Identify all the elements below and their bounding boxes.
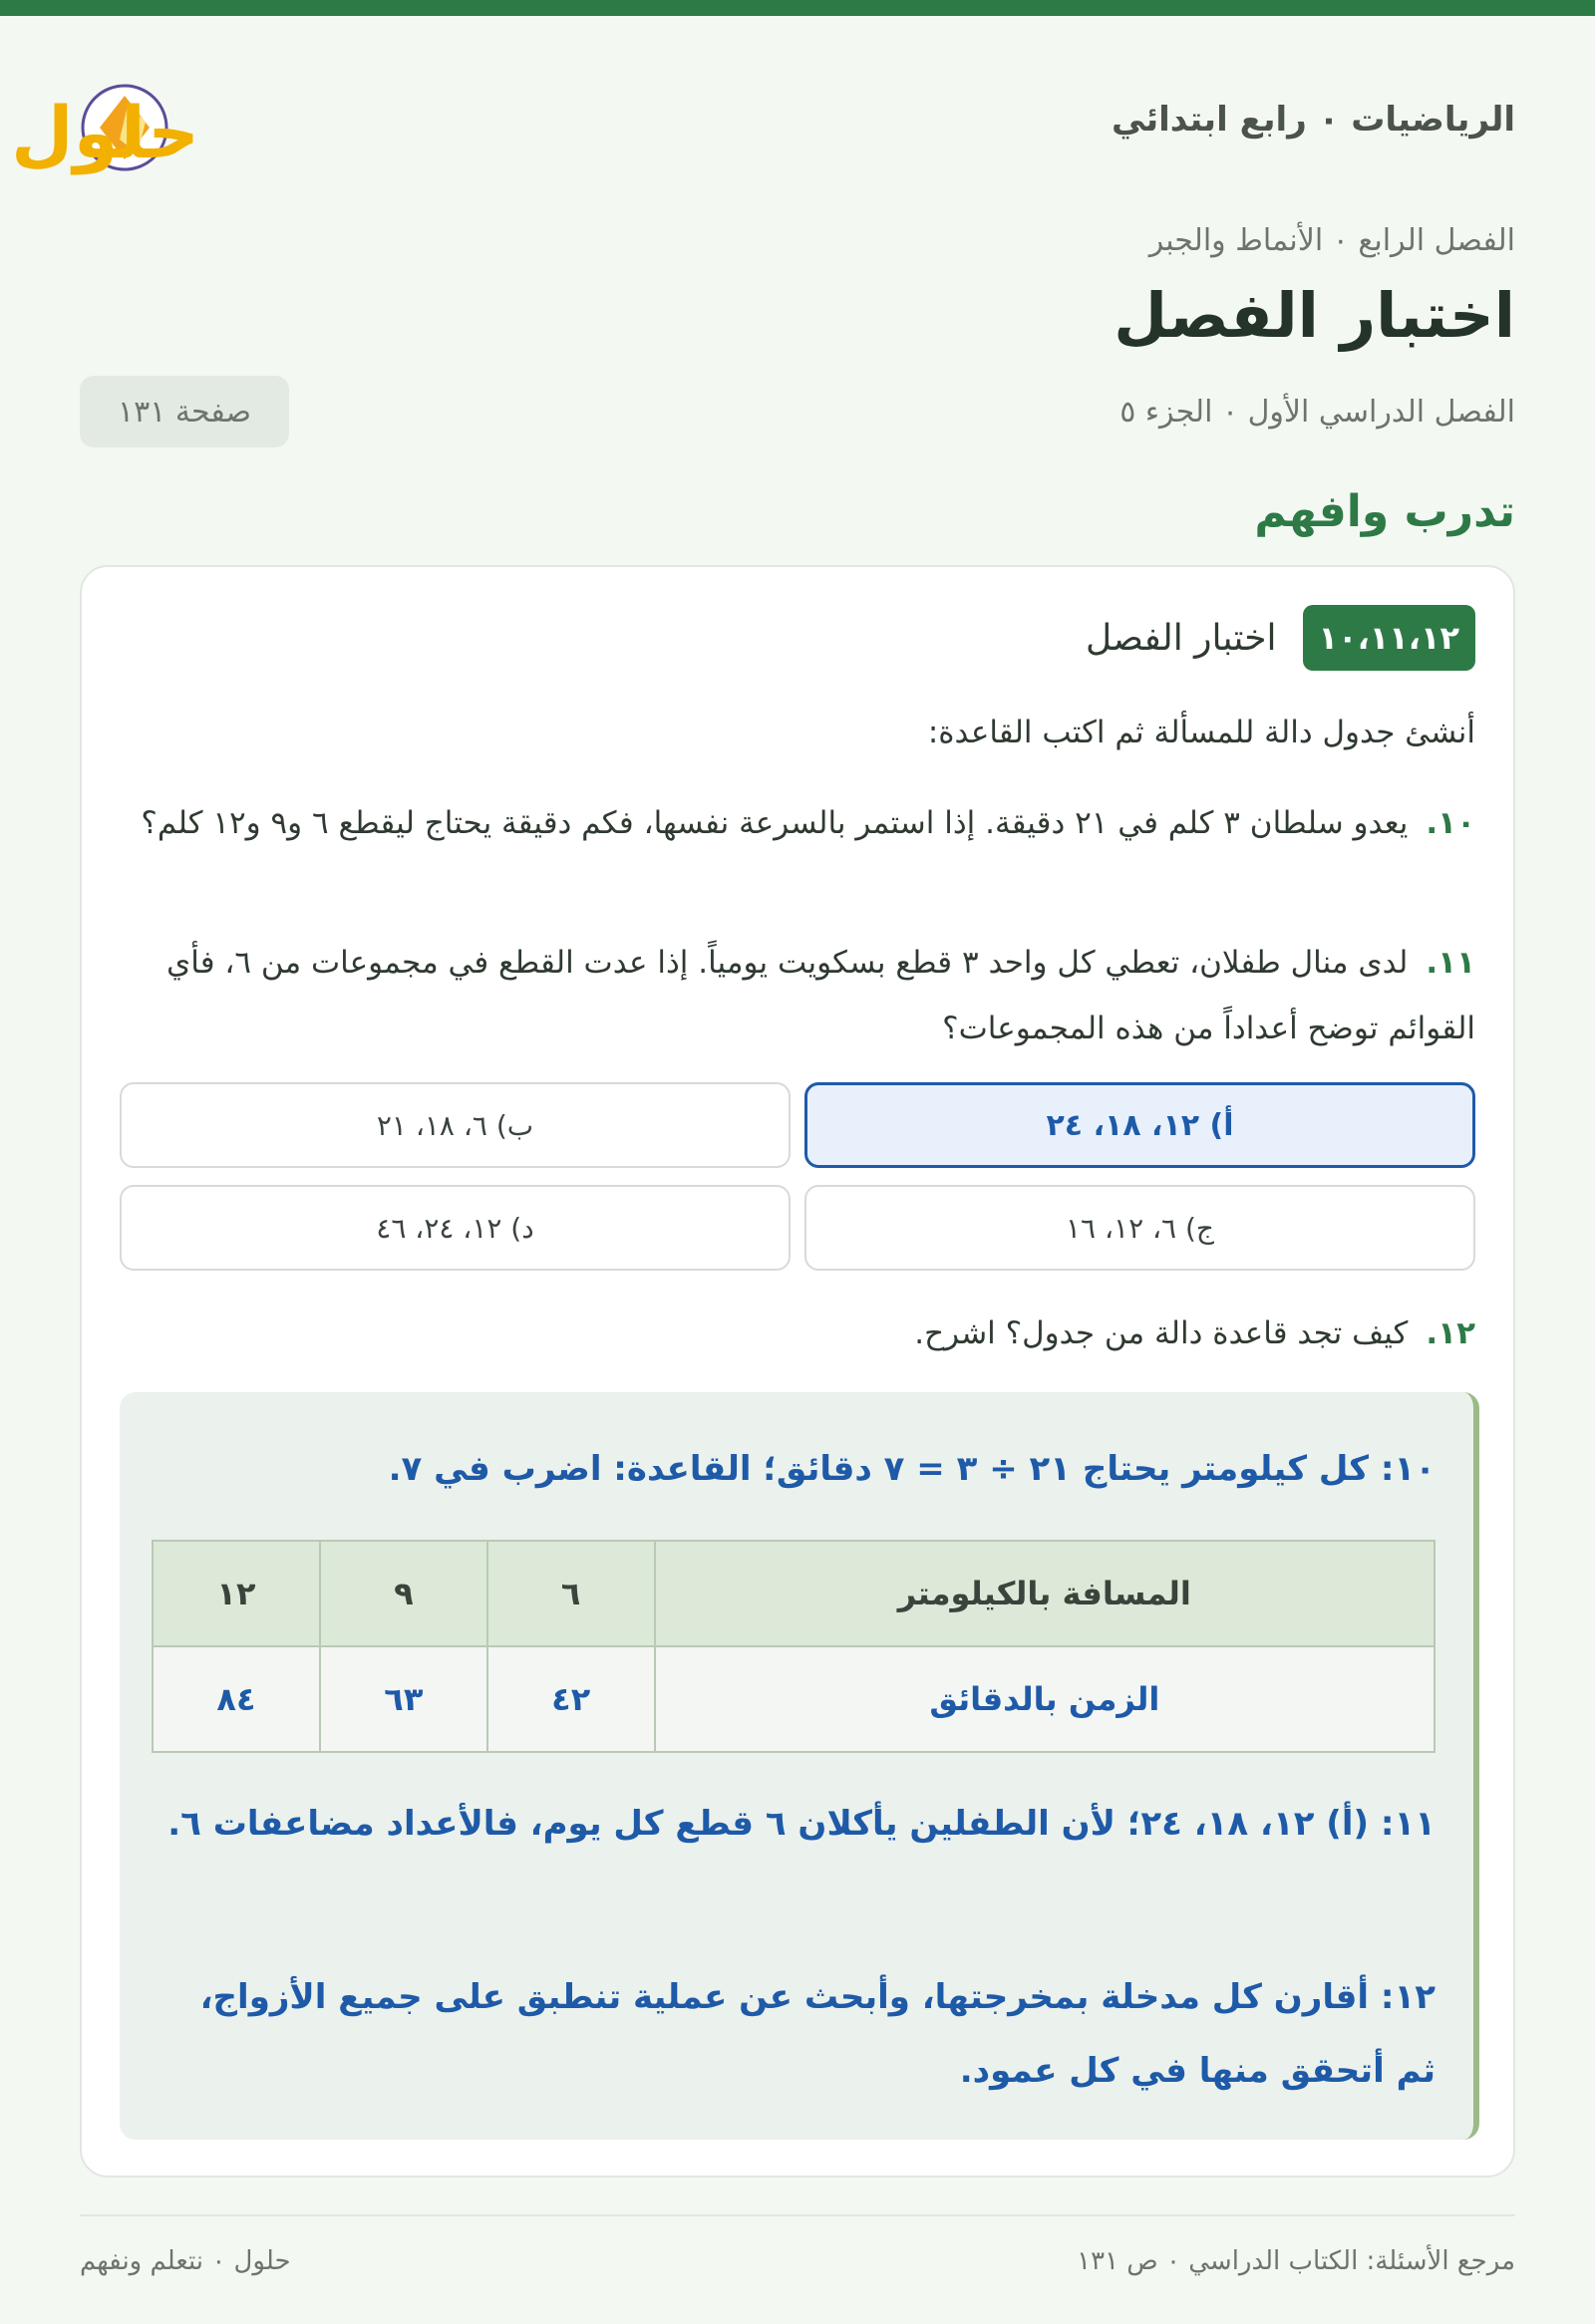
question-text: لدى منال طفلان، تعطي كل واحد ٣ قطع بسكويت يومياً. إذا عدت القطع في مجموعات من ٦، فأي القوائم توضح أعداداً من هذه المجموعات؟ [166, 945, 1475, 1046]
table-row-label: الزمن بالدقائق [655, 1646, 1435, 1752]
section-title: تدرب وافهم [1254, 486, 1515, 537]
logo-icon [11, 70, 369, 179]
page-number-badge: صفحة ١٣١ [80, 376, 289, 447]
question-number: ١١. [1426, 945, 1475, 981]
card-title: اختبار الفصل [1086, 617, 1277, 659]
question-number: ١٢. [1426, 1315, 1475, 1351]
table-row-label: المسافة بالكيلومتر [655, 1541, 1435, 1646]
table-cell: ٦٣ [320, 1646, 487, 1752]
question-text: يعدو سلطان ٣ كلم في ٢١ دقيقة. إذا استمر بالسرعة نفسها، فكم دقيقة يحتاج ليقطع ٦ و٩ و١٢ كلم؟ [141, 805, 1409, 841]
option-a[interactable]: أ) ١٢، ١٨، ٢٤ [804, 1082, 1475, 1168]
question-range-badge: ١٠،١١،١٢ [1303, 605, 1476, 671]
logo-text: حلول [11, 91, 199, 174]
breadcrumb: الفصل الرابع ٠ الأنماط والجبر [1148, 223, 1515, 258]
table-row [153, 1541, 1435, 1646]
answer-panel [120, 1392, 1479, 2140]
table-cell: ١٢ [153, 1541, 320, 1646]
question-12 [120, 1301, 1475, 1366]
answer-12: ١٢: أقارن كل مدخلة بمخرجتها، وأبحث عن عملية تنطبق على جميع الأزواج، ثم أتحقق منها في كل عمود. [199, 1977, 1436, 2091]
brand-logo[interactable] [11, 70, 369, 179]
answer-11: ١١: (أ) ١٢، ١٨، ٢٤؛ لأن الطفلين يأكلان ٦ قطع كل يوم، فالأعداد مضاعفات ٦. [167, 1804, 1436, 1844]
footer-brand[interactable]: حلول ٠ نتعلم ونفهم [80, 2246, 291, 2276]
question-number: ١٠. [1426, 805, 1475, 841]
table-cell: ٨٤ [153, 1646, 320, 1752]
question-10 [120, 790, 1475, 856]
semester-label: الفصل الدراسي الأول ٠ الجزء ٥ [1119, 395, 1515, 430]
option-d[interactable]: د) ١٢، ٢٤، ٤٦ [120, 1185, 791, 1271]
table-cell: ٤٢ [487, 1646, 655, 1752]
footer-reference: مرجع الأسئلة: الكتاب الدراسي ٠ ص ١٣١ [1077, 2246, 1515, 2276]
option-b[interactable]: ب) ٦، ١٨، ٢١ [120, 1082, 791, 1168]
table-row [153, 1646, 1435, 1752]
instruction-text: أنشئ جدول دالة للمسألة ثم اكتب القاعدة: [927, 715, 1475, 750]
page-header [11, 70, 1515, 179]
subject-label: الرياضيات ٠ رابع ابتدائي [1111, 100, 1515, 140]
option-c[interactable]: ج) ٦، ١٢، ١٦ [804, 1185, 1475, 1271]
page-title: اختبار الفصل [1114, 279, 1515, 352]
table-cell: ٦ [487, 1541, 655, 1646]
function-table [152, 1540, 1436, 1753]
footer-divider [80, 2214, 1515, 2216]
question-11 [120, 930, 1475, 1061]
question-text: كيف تجد قاعدة دالة من جدول؟ اشرح. [914, 1315, 1409, 1351]
exercise-card [80, 565, 1515, 2178]
answer-10: ١٠: كل كيلومتر يحتاج ٢١ ÷ ٣ = ٧ دقائق؛ القاعدة: اضرب في ٧. [388, 1449, 1436, 1489]
card-header [1086, 605, 1475, 671]
table-cell: ٩ [320, 1541, 487, 1646]
top-accent-bar [0, 0, 1595, 16]
